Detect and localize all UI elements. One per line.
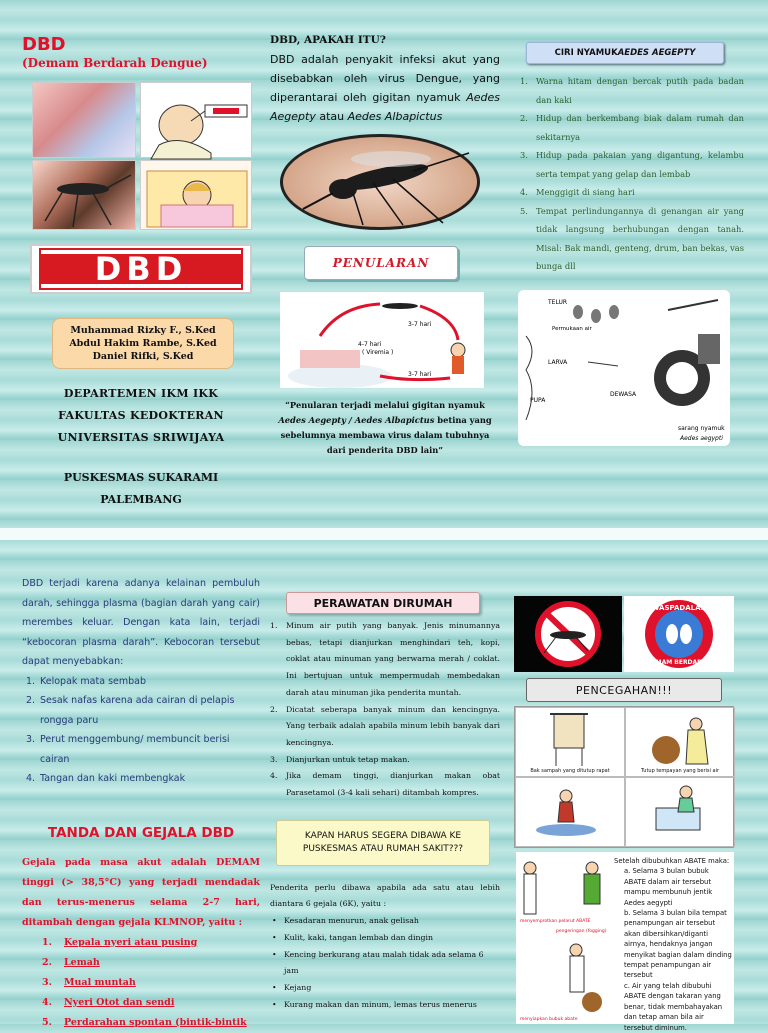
tanda-body: Gejala pada masa akut adalah DEMAM tinggi (> 38,5°C) yang terjadi mendadak dan terus-menerus selama 2-7 hari, ditambah dengan gejala KLMNOP, yaitu :	[22, 856, 260, 928]
list-item: 3. Dianjurkan untuk tetap makan.	[270, 754, 410, 764]
cycle-label: 3-7 hari	[408, 371, 432, 378]
intro-column	[270, 0, 500, 536]
list-item: 4. Jika demam tinggi, dianjurkan makan obat Parasetamol (3-4 kali sehari) ditambah kompres.	[270, 771, 500, 798]
lifecycle-label: Aedes aegypti	[680, 434, 723, 442]
department	[22, 383, 260, 449]
list-item: 1. Kepala nyeri atau pusing	[42, 936, 198, 948]
abate-figure-label: pengeringan (fogging)	[556, 929, 607, 934]
perawatan-list	[270, 618, 500, 802]
intro-species: Aedes Aegepty	[270, 91, 500, 123]
abate-text	[610, 852, 734, 1032]
list-item: 3. Mual muntah	[42, 976, 136, 988]
ciri-column	[512, 0, 744, 536]
waspada-logo	[624, 596, 734, 672]
dbd-logo	[30, 244, 252, 294]
abate-line: b. Selama 3 bulan bila tempat penampungan air tersebut akan dibersihkan/diganti airnya, hendaknya jangan menyikat bagian dalam dinding tempat penampungan air tersebut	[624, 909, 732, 980]
kapan-body: Penderita perlu dibawa apabila ada satu atau lebih diantara 6 gejala (6K), yaitu :	[270, 882, 500, 909]
lifecycle-label: PUPA	[530, 396, 546, 404]
waspada-top-text: WASPADALAH	[651, 604, 707, 612]
list-item: • Kejang	[272, 982, 312, 992]
mosquito-biting-photo	[32, 160, 136, 230]
list-item: 3. Hidup pada pakaian yang digantung, kelambu serta tempat yang gelap dan lembab	[520, 150, 744, 179]
thermometer-illustration	[140, 82, 252, 158]
lifecycle-label: TELUR	[548, 298, 568, 306]
list-item: 2. Lemah	[42, 956, 100, 968]
sick-girl-in-bed-illustration	[140, 160, 252, 230]
waspada-bottom-text: DEMAM BERDARAH	[646, 659, 712, 666]
abate-line: Setelah dibubuhkan ABATE maka:	[614, 857, 730, 865]
list-item: 1. Warna hitam dengan bercak putih pada badan dan kaki	[520, 76, 744, 105]
lifecycle-label: LARVA	[548, 358, 568, 366]
list-item: 5. Perdarahan spontan (bintik-bintik	[42, 1016, 247, 1028]
abate-figures	[516, 852, 610, 1024]
penularan-banner: PENULARAN	[304, 246, 458, 280]
abate-line: a. Selama 3 bulan bubuk ABATE dalam air tersebut mampu membunuh jentik Aedes aegypti	[624, 867, 713, 907]
cover-column	[22, 0, 260, 536]
department-line: FAKULTAS KEDOKTERAN	[58, 409, 224, 422]
trash-bin-illustration	[515, 707, 625, 777]
penyebab-list	[22, 672, 260, 789]
sick-child-photo	[32, 82, 136, 158]
list-item: 2. Dicatat seberapa banyak minum dan kencingnya. Yang terbaik adalah apabila minum lebih banyak dari kencingnya.	[270, 704, 500, 747]
ciri-heading-text: CIRI NYAMUK	[554, 48, 618, 58]
pencegahan-heading: PENCEGAHAN!!!	[526, 678, 722, 702]
illustration-caption: Bak sampah yang ditutup rapat	[530, 768, 610, 774]
cycle-label: 3-7 hari	[408, 321, 432, 328]
list-item: • Kencing berkurang atau malah tidak ada selama 6 jam	[272, 949, 484, 976]
abate-figure-label: menyemprotkan pelarut ABATE	[520, 919, 591, 924]
intro-species: Aedes Albapictus	[347, 110, 443, 123]
cycle-label: 4-7 hari	[358, 341, 382, 348]
ciri-heading	[526, 42, 724, 64]
list-item: 1. Kelopak mata sembab	[26, 675, 146, 687]
quote-text: “Penularan terjadi melalui gigitan nyamuk	[285, 400, 485, 410]
pencegahan-column	[512, 536, 744, 1032]
cover-subtitle: (Demam Berdarah Dengue)	[22, 56, 208, 70]
intro-heading: DBD, APAKAH ITU?	[270, 34, 386, 46]
intro-text: atau	[315, 110, 348, 123]
ciri-heading-species: AEDES AEGEPTY	[617, 48, 696, 58]
transmission-cycle-diagram	[280, 292, 484, 388]
list-item: 4. Nyeri Otot dan sendi	[42, 996, 175, 1008]
penyebab-column	[22, 536, 260, 1028]
mosquito-closeup-image	[280, 134, 480, 230]
lifecycle-label: Permukaan air	[552, 325, 592, 332]
prevention-illustrations	[514, 706, 734, 848]
brochure-inside	[0, 536, 768, 1032]
transmission-quote	[270, 398, 500, 458]
lifecycle-label: DEWASA	[610, 390, 637, 398]
author-name: Muhammad Rizky F., S.Ked	[70, 325, 216, 336]
list-item: • Kurang makan dan minum, lemas terus menerus	[272, 999, 477, 1009]
puskesmas-line: PUSKESMAS SUKARAMI	[63, 471, 219, 484]
quote-text: betina yang sebelumnya membawa virus dalam tubuhnya dari penderita DBD lain”	[280, 415, 492, 455]
tanda-list	[42, 933, 260, 1033]
dbd-logo-text: DBD	[41, 250, 241, 288]
list-item: • Kesadaran menurun, anak gelisah	[272, 916, 419, 926]
perawatan-column	[270, 536, 500, 1024]
department-line: DEPARTEMEN IKM IKK	[63, 387, 219, 400]
list-item: 2. Sesak nafas karena ada cairan di pelapis rongga paru	[26, 695, 235, 726]
kapan-heading: KAPAN HARUS SEGERA DIBAWA KE PUSKESMAS ATAU RUMAH SAKIT???	[276, 820, 490, 866]
quote-species: Aedes Aegepty / Aedes Albapictus	[278, 415, 435, 425]
lifecycle-label: sarang nyamuk	[678, 424, 725, 432]
abate-figure-label: menyiapkan bubuk abate	[520, 1017, 578, 1022]
cover-title: DBD	[22, 34, 66, 55]
list-item: 4. Tangan dan kaki membengkak	[26, 773, 186, 784]
abate-line: c. Air yang telah dibubuhi ABATE dengan takaran yang benar, tidak membahayakan dan tetap aman bila air tersebut diminum.	[624, 981, 723, 1032]
mosquito-lifecycle-diagram	[518, 290, 730, 446]
puskesmas	[22, 467, 260, 511]
kapan-list	[270, 913, 500, 1013]
list-item: 4. Menggigit di siang hari	[520, 187, 635, 197]
illustration-caption: Tutup tempayan yang berisi air	[640, 768, 720, 774]
intro-text: DBD adalah penyakit infeksi akut yang disebabkan oleh virus Dengue, yang diperantarai oleh gigitan nyamuk	[270, 53, 500, 104]
author-name: Abdul Hakim Rambe, S.Ked	[69, 338, 217, 349]
no-mosquito-sign	[514, 596, 622, 672]
tanda-heading: TANDA DAN GEJALA DBD	[47, 824, 235, 841]
author-name: Daniel Rifki, S.Ked	[92, 351, 194, 362]
perawatan-heading: PERAWATAN DIRUMAH	[286, 592, 480, 614]
list-item: • Kulit, kaki, tangan lembab dan dingin	[272, 932, 434, 942]
patient-photos	[22, 82, 260, 232]
list-item: 2. Hidup dan berkembang biak dalam rumah dan sekitarnya	[520, 113, 744, 142]
abate-panel	[516, 852, 734, 1032]
department-line: UNIVERSITAS SRIWIJAYA	[57, 431, 225, 444]
intro-body	[270, 50, 500, 126]
list-item: 1. Minum air putih yang banyak. Jenis minumannya bebas, tetapi dianjurkan menghindari teh, kopi, coklat atau minuman yang berwarna merah / coklat. Ini bertujuan untuk mempermudah membedakan darah atau minuman jika penderita muntah.	[270, 621, 500, 697]
burying-cans-illustration	[515, 777, 625, 847]
ciri-list	[512, 72, 744, 276]
authors-box	[52, 318, 234, 369]
draining-tub-illustration	[625, 777, 735, 847]
list-item: 5. Tempat perlindungannya di genangan air yang tidak langsung berhubungan dengan tanah. Misal: Bak mandi, genteng, drum, ban bekas, vas bunga dll	[520, 205, 744, 271]
penyebab-body: DBD terjadi karena adanya kelainan pembuluh darah, sehingga plasma (bagian darah yang cair) merembes keluar. Dengan kata lain, terjadi “kebocoran plasma darah”. Kebocoran tersebut dapat menyebabkan:	[22, 578, 260, 667]
puskesmas-line: PALEMBANG	[100, 493, 182, 506]
cycle-label: ( Viremia )	[362, 349, 394, 356]
list-item: 3. Perut menggembung/ membuncit berisi cairan	[26, 734, 230, 765]
water-jar-illustration	[625, 707, 735, 777]
